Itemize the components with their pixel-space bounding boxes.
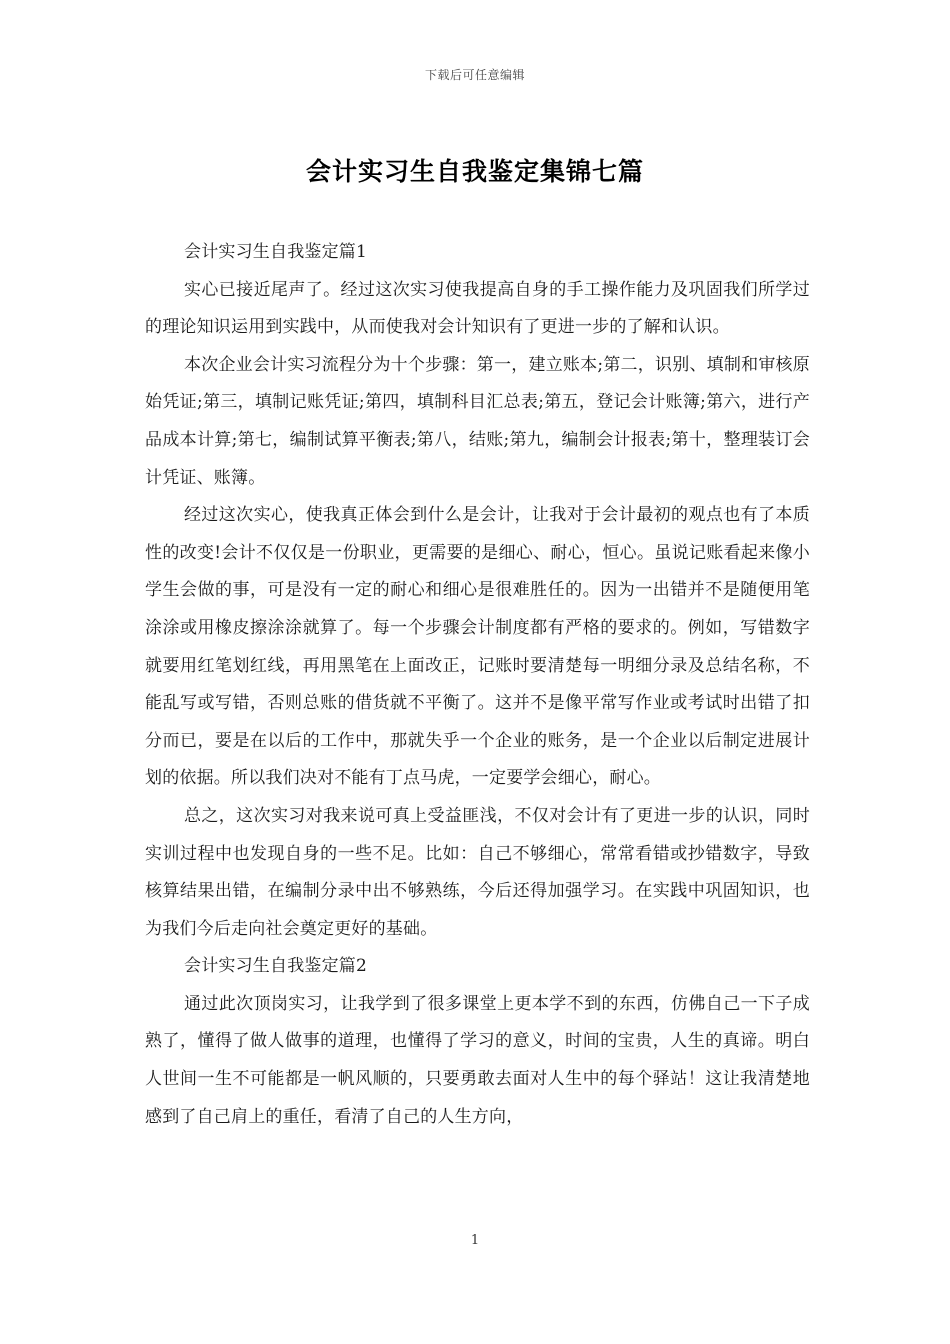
body-paragraph: 经过这次实心，使我真正体会到什么是会计，让我对于会计最初的观点也有了本质性的改变!会计不仅仅是一份职业，更需要的是细心、耐心，恒心。虽说记账看起来像小学生会做的事，可是没有一定的耐心和细心是很难胜任的。因为一出错并不是随便用笔涂涂或用橡皮擦涂涂就算了。每一个步骤会计制度都有严格的要求的。例如，写错数字就要用红笔划红线，再用黑笔在上面改正，记账时要清楚每一明细分录及总结名称，不能乱写或写错，否则总账的借货就不平衡了。这并不是像平常写作业或考试时出错了扣分而已，要是在以后的工作中，那就失乎一个企业的账务，是一个企业以后制定进展计划的依据。所以我们决对不能有丁点马虎，一定要学会细心，耐心。 <box>145 505 810 789</box>
document-body <box>145 234 810 1136</box>
section-heading: 会计实习生自我鉴定篇2 <box>184 956 368 977</box>
page-number: 1 <box>470 1233 480 1248</box>
body-paragraph: 总之，这次实习对我来说可真上受益匪浅，不仅对会计有了更进一步的认识，同时实训过程中也发现自身的一些不足。比如：自己不够细心，常常看错或抄错数字，导致核算结果出错，在编制分录中出不够熟练，今后还得加强学习。在实践中巩固知识，也为我们今后走向社会奠定更好的基础。 <box>145 805 810 939</box>
page-header-note: 下载后可任意编辑 <box>424 68 525 82</box>
document-title: 会计实习生自我鉴定集锦七篇 <box>305 157 644 186</box>
body-paragraph: 通过此次顶岗实习，让我学到了很多课堂上更本学不到的东西，仿佛自己一下子成熟了，懂得了做人做事的道理，也懂得了学习的意义，时间的宝贵，人生的真谛。明白人世间一生不可能都是一帆风顺的，只要勇敢去面对人生中的每个驿站！这让我清楚地感到了自己肩上的重任，看清了自己的人生方向， <box>145 993 810 1127</box>
body-paragraph: 实心已接近尾声了。经过这次实习使我提高自身的手工操作能力及巩固我们所学过的理论知识运用到实践中，从而使我对会计知识有了更进一步的了解和认识。 <box>145 279 810 338</box>
body-paragraph: 本次企业会计实习流程分为十个步骤：第一，建立账本;第二，识别、填制和审核原始凭证;第三，填制记账凭证;第四，填制科目汇总表;第五，登记会计账簿;第六，进行产品成本计算;第七，编制试算平衡表;第八，结账;第九，编制会计报表;第十，整理装订会计凭证、账簿。 <box>145 354 810 488</box>
section-heading: 会计实习生自我鉴定篇1 <box>184 242 368 262</box>
